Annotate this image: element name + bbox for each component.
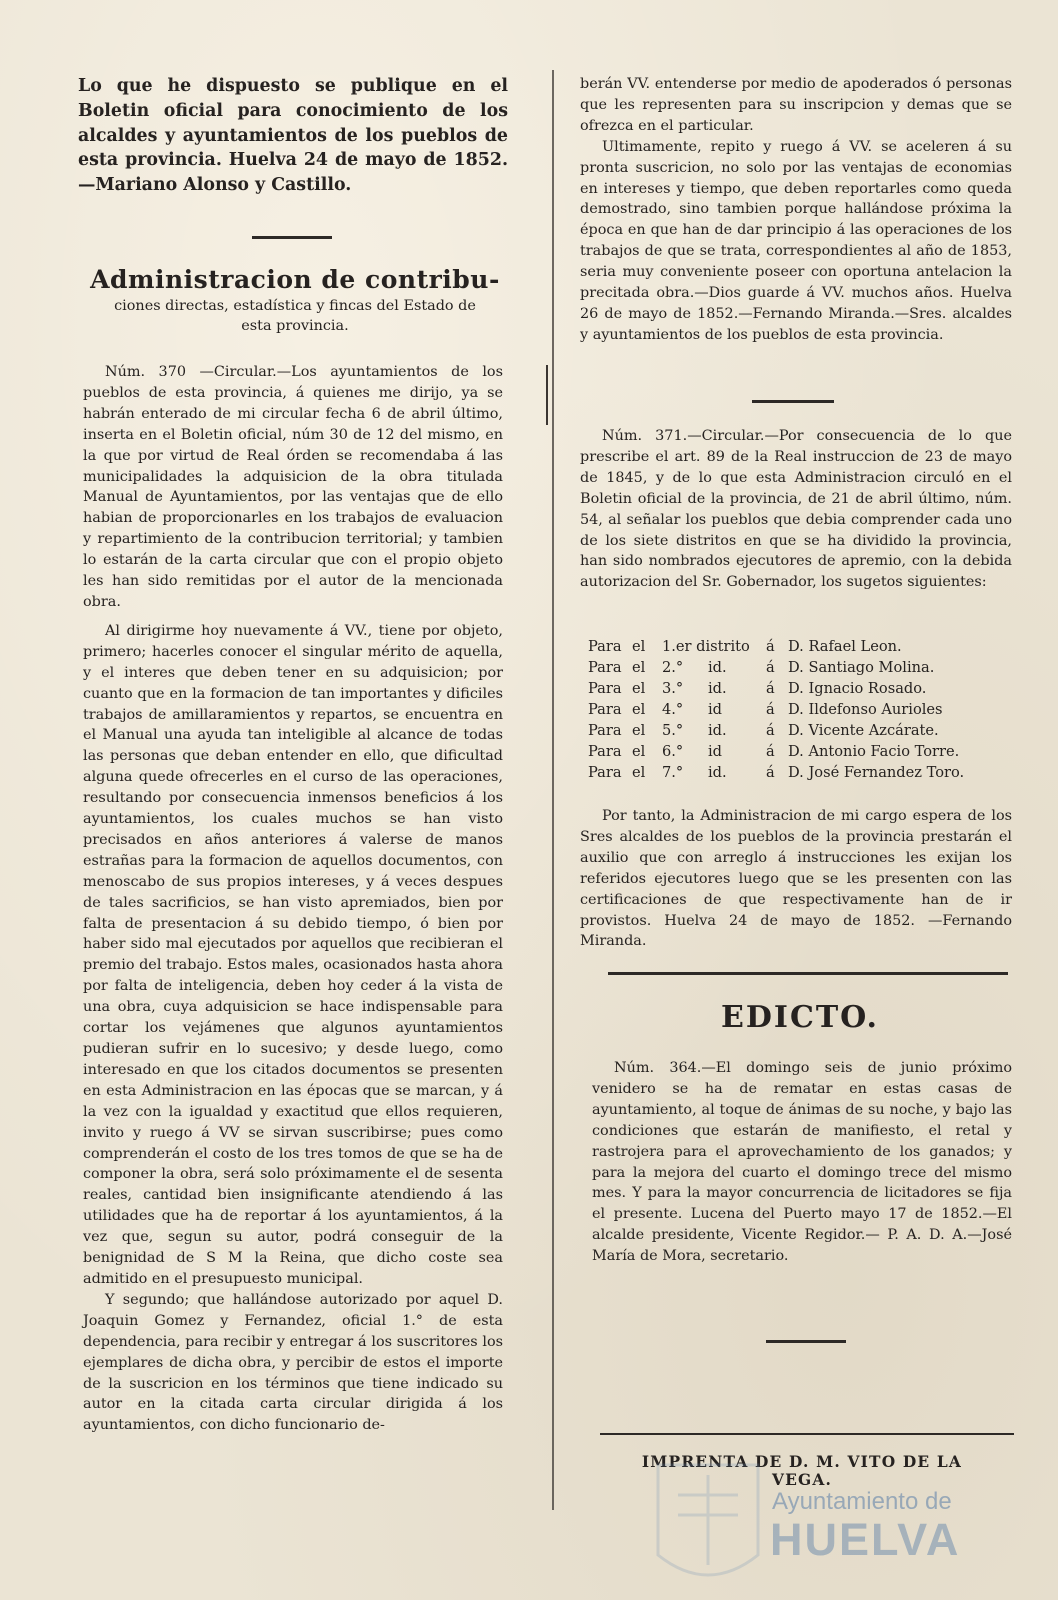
circular-370-paragraph-1: Núm. 370 —Circular.—Los ayuntamientos de los pueblos de esta provincia, á quienes me dirijo, ya se habrán enterado de mi circular fecha 6 de abril último, inserta en el Boletin oficial, núm 30 de 12 del mismo, en la que por virtud de Real órden se recomendaba á las municipalidades la adquisicion de la obra titulada Manual de Ayuntamientos, por las ventajas que de ello habian de proporcionarles en los trabajos de evaluacion y repartimiento de la contribucion territorial; y tambien lo estarán de la carta circular que con el propio objeto les han sido remitidas por el autor de la mencionada obra.	[83, 364, 503, 610]
district-table	[588, 636, 964, 783]
district-id: id	[708, 743, 723, 760]
circular-370-paragraph-5: Ultimamente, repito y ruego á VV. se aceleren á su pronta suscricion, no solo por las ventajas de economias en intereses y tiempo, que deben reportarles como queda demostrado, sino tambien porque hallándose próxima la época en que han de dar principio á las operaciones de los trabajos de que se trata, correspondientes al año de 1853, seria muy conveniente poseer con oportuna antelacion la precitada obra.—Dios guarde á VV. muchos años. Huelva 26 de mayo de 1852.—Fernando Miranda.—Sres. alcaldes y ayuntamientos de los pueblos de esta provincia.	[580, 138, 1012, 343]
district-el: el	[632, 722, 646, 739]
district-number: 3.°	[662, 680, 684, 697]
intro-paragraph: Lo que he dispuesto se publique en el Boletin oficial para conocimiento de los alcaldes y ayuntamientos de los pueblos de esta provincia. Huelva 24 de mayo de 1852.—Mariano Alonso y Castillo.	[78, 76, 508, 196]
district-a: á	[766, 701, 775, 718]
district-name: D. Ildefonso Aurioles	[788, 701, 943, 718]
district-row	[588, 762, 964, 783]
admin-heading	[80, 264, 510, 336]
district-name: D. Santiago Molina.	[788, 659, 935, 676]
district-row	[588, 699, 964, 720]
section-separator-long	[608, 972, 1008, 975]
district-name: D. Ignacio Rosado.	[788, 680, 927, 697]
circular-370-continued	[580, 74, 1012, 346]
district-number: 2.°	[662, 659, 684, 676]
district-el: el	[632, 680, 646, 697]
watermark-line-2: HUELVA	[770, 1514, 961, 1565]
district-name: D. José Fernandez Toro.	[788, 764, 965, 781]
district-para: Para	[588, 764, 622, 781]
district-number: 4.°	[662, 701, 684, 718]
section-separator	[252, 236, 332, 239]
district-a: á	[766, 680, 775, 697]
district-number: 6.°	[662, 743, 684, 760]
district-a: á	[766, 722, 775, 739]
district-el: el	[632, 743, 646, 760]
footer-rule	[600, 1433, 1014, 1435]
district-a: á	[766, 659, 775, 676]
district-number: 5.°	[662, 722, 684, 739]
district-el: el	[632, 701, 646, 718]
district-number: 1.er distrito	[662, 638, 750, 655]
circular-370-paragraph-3: Y segundo; que hallándose autorizado por aquel D. Joaquin Gomez y Fernandez, oficial 1.° de esta dependencia, para recibir y entregar á los suscritores los ejemplares de dicha obra, y percibir de estos el importe de la suscricion en los términos que tiene indicado su autor en la citada carta circular dirigida á los ayuntamientos, con dicho funcionario de-	[83, 1291, 503, 1434]
district-para: Para	[588, 743, 622, 760]
district-row	[588, 636, 964, 657]
circular-371-closing	[580, 806, 1012, 952]
district-el: el	[632, 638, 646, 655]
district-el: el	[632, 764, 646, 781]
circular-370-paragraph-2: Al dirigirme hoy nuevamente á VV., tiene por objeto, primero; hacerles conocer el singular mérito de aquella, y el interes que deben tener en su adquisicion; por cuanto que en la formacion de tan importantes y dificiles trabajos de amillaramientos y repartos, se encuentra en el Manual una ayuda tan inteligible al alcance de todas las personas que deban entender en ello, que dificultad alguna quede ofrecerles en el curso de las operaciones, resultando por consecuencia inmensos beneficios á los ayuntamientos, los cuales muchos se han visto precisados en años anteriores á valerse de manos estrañas para la formacion de aquellos documentos, con menoscabo de sus propios intereses, y á veces despues de tales sacrificios, se han visto apremiados, bien por falta de presentacion á su debido tiempo, ó bien por haber sido mal ejecutados por aquellos que recibieran el premio del trabajo. Estos males, ocasionados hasta ahora por falta de inteligencia, deben hoy ceder á la vista de una obra, cuya adquisicion se hace indispensable para cortar los vejámenes que algunos ayuntamientos pudieran sufrir en lo sucesivo; y desde luego, como interesado en que los citados documentos se presenten en esta Administracion en las épocas que se marcan, y á la vez con la igualdad y exactitud que ellos requieren, invito y ruego á VV se sirvan suscribirse; pues como comprenderán el costo de los tres tomos de que se ha de componer la obra, será solo próximamente el de sesenta reales, cantidad bien insignificante atendiendo á las utilidades que ha de reportar á los ayuntamientos, á la vez que, segun su autor, podrá conseguir de la benignidad de S M la Reina, que dicho coste sea admitido en el presupuesto municipal.	[83, 622, 504, 1287]
section-separator	[766, 1340, 846, 1343]
district-id: id.	[708, 680, 727, 697]
district-number: 7.°	[662, 764, 684, 781]
district-name: D. Antonio Facio Torre.	[788, 743, 960, 760]
district-id: id.	[708, 764, 727, 781]
district-a: á	[766, 638, 775, 655]
district-para: Para	[588, 701, 622, 718]
column-divider-mark	[546, 365, 548, 425]
circular-371	[580, 426, 1012, 593]
district-para: Para	[588, 680, 622, 697]
district-para: Para	[588, 638, 622, 655]
district-name: D. Rafael Leon.	[788, 638, 902, 655]
edicto	[592, 1058, 1012, 1267]
district-name: D. Vicente Azcárate.	[788, 722, 939, 739]
district-row	[588, 741, 964, 762]
district-el: el	[632, 659, 646, 676]
district-row	[588, 678, 964, 699]
admin-heading-subtitle: ciones directas, estadística y fincas del Estado de esta provincia.	[114, 298, 476, 334]
district-para: Para	[588, 659, 622, 676]
district-id: id.	[708, 659, 727, 676]
edicto-title: EDICTO.	[721, 1000, 879, 1035]
column-divider	[552, 70, 554, 1510]
district-id: id.	[708, 722, 727, 739]
circular-370	[83, 362, 503, 1436]
district-list	[588, 636, 1008, 783]
circular-371-paragraph-1: Núm. 371.—Circular.—Por consecuencia de lo que prescribe el art. 89 de la Real instruccion de 23 de mayo de 1845, y de lo que esta Administracion circuló en el Boletin oficial de la provincia, de 21 de abril último, núm. 54, al señalar los pueblos que debia comprender cada uno de los siete distritos en que se ha dividido la provincia, han sido nombrados ejecutores de apremio, con la debida autorizacion del Sr. Gobernador, los sugetos siguientes:	[580, 428, 1012, 591]
watermark-line-1: Ayuntamiento de	[772, 1488, 952, 1515]
district-id: id	[708, 701, 723, 718]
printer-imprint: IMPRENTA DE D. M. VITO DE LA VEGA.	[641, 1453, 963, 1489]
circular-370-paragraph-4: berán VV. entenderse por medio de apoderados ó personas que les representen para su inscripcion y demas que se ofrezca en el particular.	[580, 76, 1012, 134]
district-a: á	[766, 743, 775, 760]
circular-371-paragraph-2: Por tanto, la Administracion de mi cargo espera de los Sres alcaldes de los pueblos de la provincia prestarán el auxilio que con arreglo á instrucciones les exijan los referidos ejecutores luego que se les presenten con las certificaciones de que respectivamente han de ir provistos. Huelva 24 de mayo de 1852. —Fernando Miranda.	[580, 808, 1012, 950]
district-row	[588, 720, 964, 741]
district-row	[588, 657, 964, 678]
district-para: Para	[588, 722, 622, 739]
admin-heading-title: Administracion de contribu-	[90, 265, 500, 294]
edicto-body: Núm. 364.—El domingo seis de junio próximo venidero se ha de rematar en estas casas de ayuntamiento, al toque de ánimas de su noche, y bajo las condiciones que estarán de manifiesto, el retal y rastrojera para el aprovechamiento de los ganados; y para la mejora del cuarto el domingo trece del mismo mes. Y para la mayor concurrencia de licitadores se fija el presente. Lucena del Puerto mayo 17 de 1852.—El alcalde presidente, Vicente Regidor.— P. A. D. A.—José María de Mora, secretario.	[592, 1060, 1012, 1265]
district-a: á	[766, 764, 775, 781]
section-separator	[752, 400, 834, 403]
